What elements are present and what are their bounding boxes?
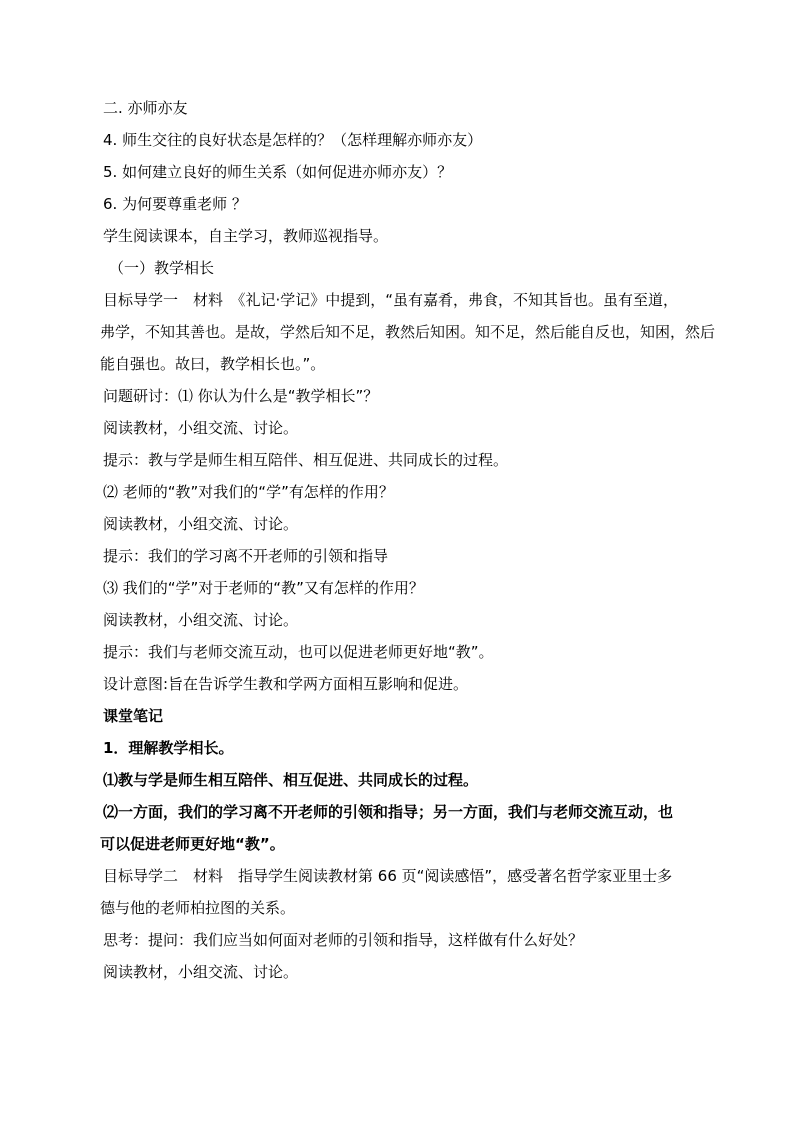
notes-heading: 课堂笔记: [103, 707, 164, 725]
question-4: 4. 师生交往的良好状态是怎样的？（怎样理解亦师亦友）: [103, 131, 483, 149]
goal1-line-1: 目标导学一 材料 《礼记·学记》中提到，“虽有嘉肴，弗食，不知其旨也。虽有至道，: [103, 291, 679, 309]
notes-item-1: 1．理解教学相长。: [103, 739, 234, 757]
self-study-instruction: 学生阅读课本，自主学习，教师巡视指导。: [103, 227, 389, 245]
hint-3: 提示：我们与老师交流互动，也可以促进老师更好地“教”。: [103, 643, 494, 661]
design-intent: 设计意图:旨在告诉学生教和学两方面相互影响和促进。: [103, 675, 469, 693]
goal2-line-1: 目标导学二 材料 指导学生阅读教材第 66 页“阅读感悟”，感受著名哲学家亚里士多: [103, 867, 673, 885]
read-discuss-2: 阅读教材，小组交流、讨论。: [103, 515, 299, 533]
discussion-question-2: ⑵ 老师的“教”对我们的“学”有怎样的作用？: [103, 483, 394, 501]
hint-2: 提示：我们的学习离不开老师的引领和指导: [103, 547, 389, 565]
goal1-line-3: 能自强也。故曰，教学相长也。”。: [100, 355, 326, 373]
question-5: 5. 如何建立良好的师生关系（如何促进亦师亦友）？: [103, 163, 453, 181]
notes-item-1a: ⑴教与学是师生相互陪伴、相互促进、共同成长的过程。: [103, 771, 479, 789]
goal1-line-2: 弗学，不知其善也。是故，学然后知不足，教然后知困。知不足，然后能自反也，知困，然后: [100, 323, 716, 341]
hint-1: 提示：教与学是师生相互陪伴、相互促进、共同成长的过程。: [103, 451, 509, 469]
question-6: 6. 为何要尊重老师 ？: [103, 195, 247, 213]
part1-heading: （一）教学相长: [109, 259, 215, 277]
discussion-question-3: ⑶ 我们的“学”对于老师的“教”又有怎样的作用？: [103, 579, 424, 597]
notes-item-1b-line-1: ⑵一方面，我们的学习离不开老师的引领和指导；另一方面，我们与老师交流互动，也: [103, 803, 674, 821]
discussion-question-1: 问题研讨：⑴ 你认为什么是“教学相长”？: [103, 387, 379, 405]
read-discuss-1: 阅读教材，小组交流、讨论。: [103, 419, 299, 437]
notes-item-1b-paragraph: [100, 796, 723, 860]
document-body: [100, 99, 723, 996]
goal2-line-2: 德与他的老师柏拉图的关系。: [100, 899, 296, 917]
think-prompt: 思考：提问：我们应当如何面对老师的引领和指导，这样做有什么好处？: [103, 931, 584, 949]
goal2-paragraph: [100, 860, 723, 924]
section-heading: 二. 亦师亦友: [103, 99, 188, 117]
goal1-paragraph: [100, 284, 723, 380]
read-discuss-4: 阅读教材，小组交流、讨论。: [103, 963, 299, 981]
read-discuss-3: 阅读教材，小组交流、讨论。: [103, 611, 299, 629]
notes-item-1b-line-2: 可以促进老师更好地“教”。: [100, 835, 285, 853]
